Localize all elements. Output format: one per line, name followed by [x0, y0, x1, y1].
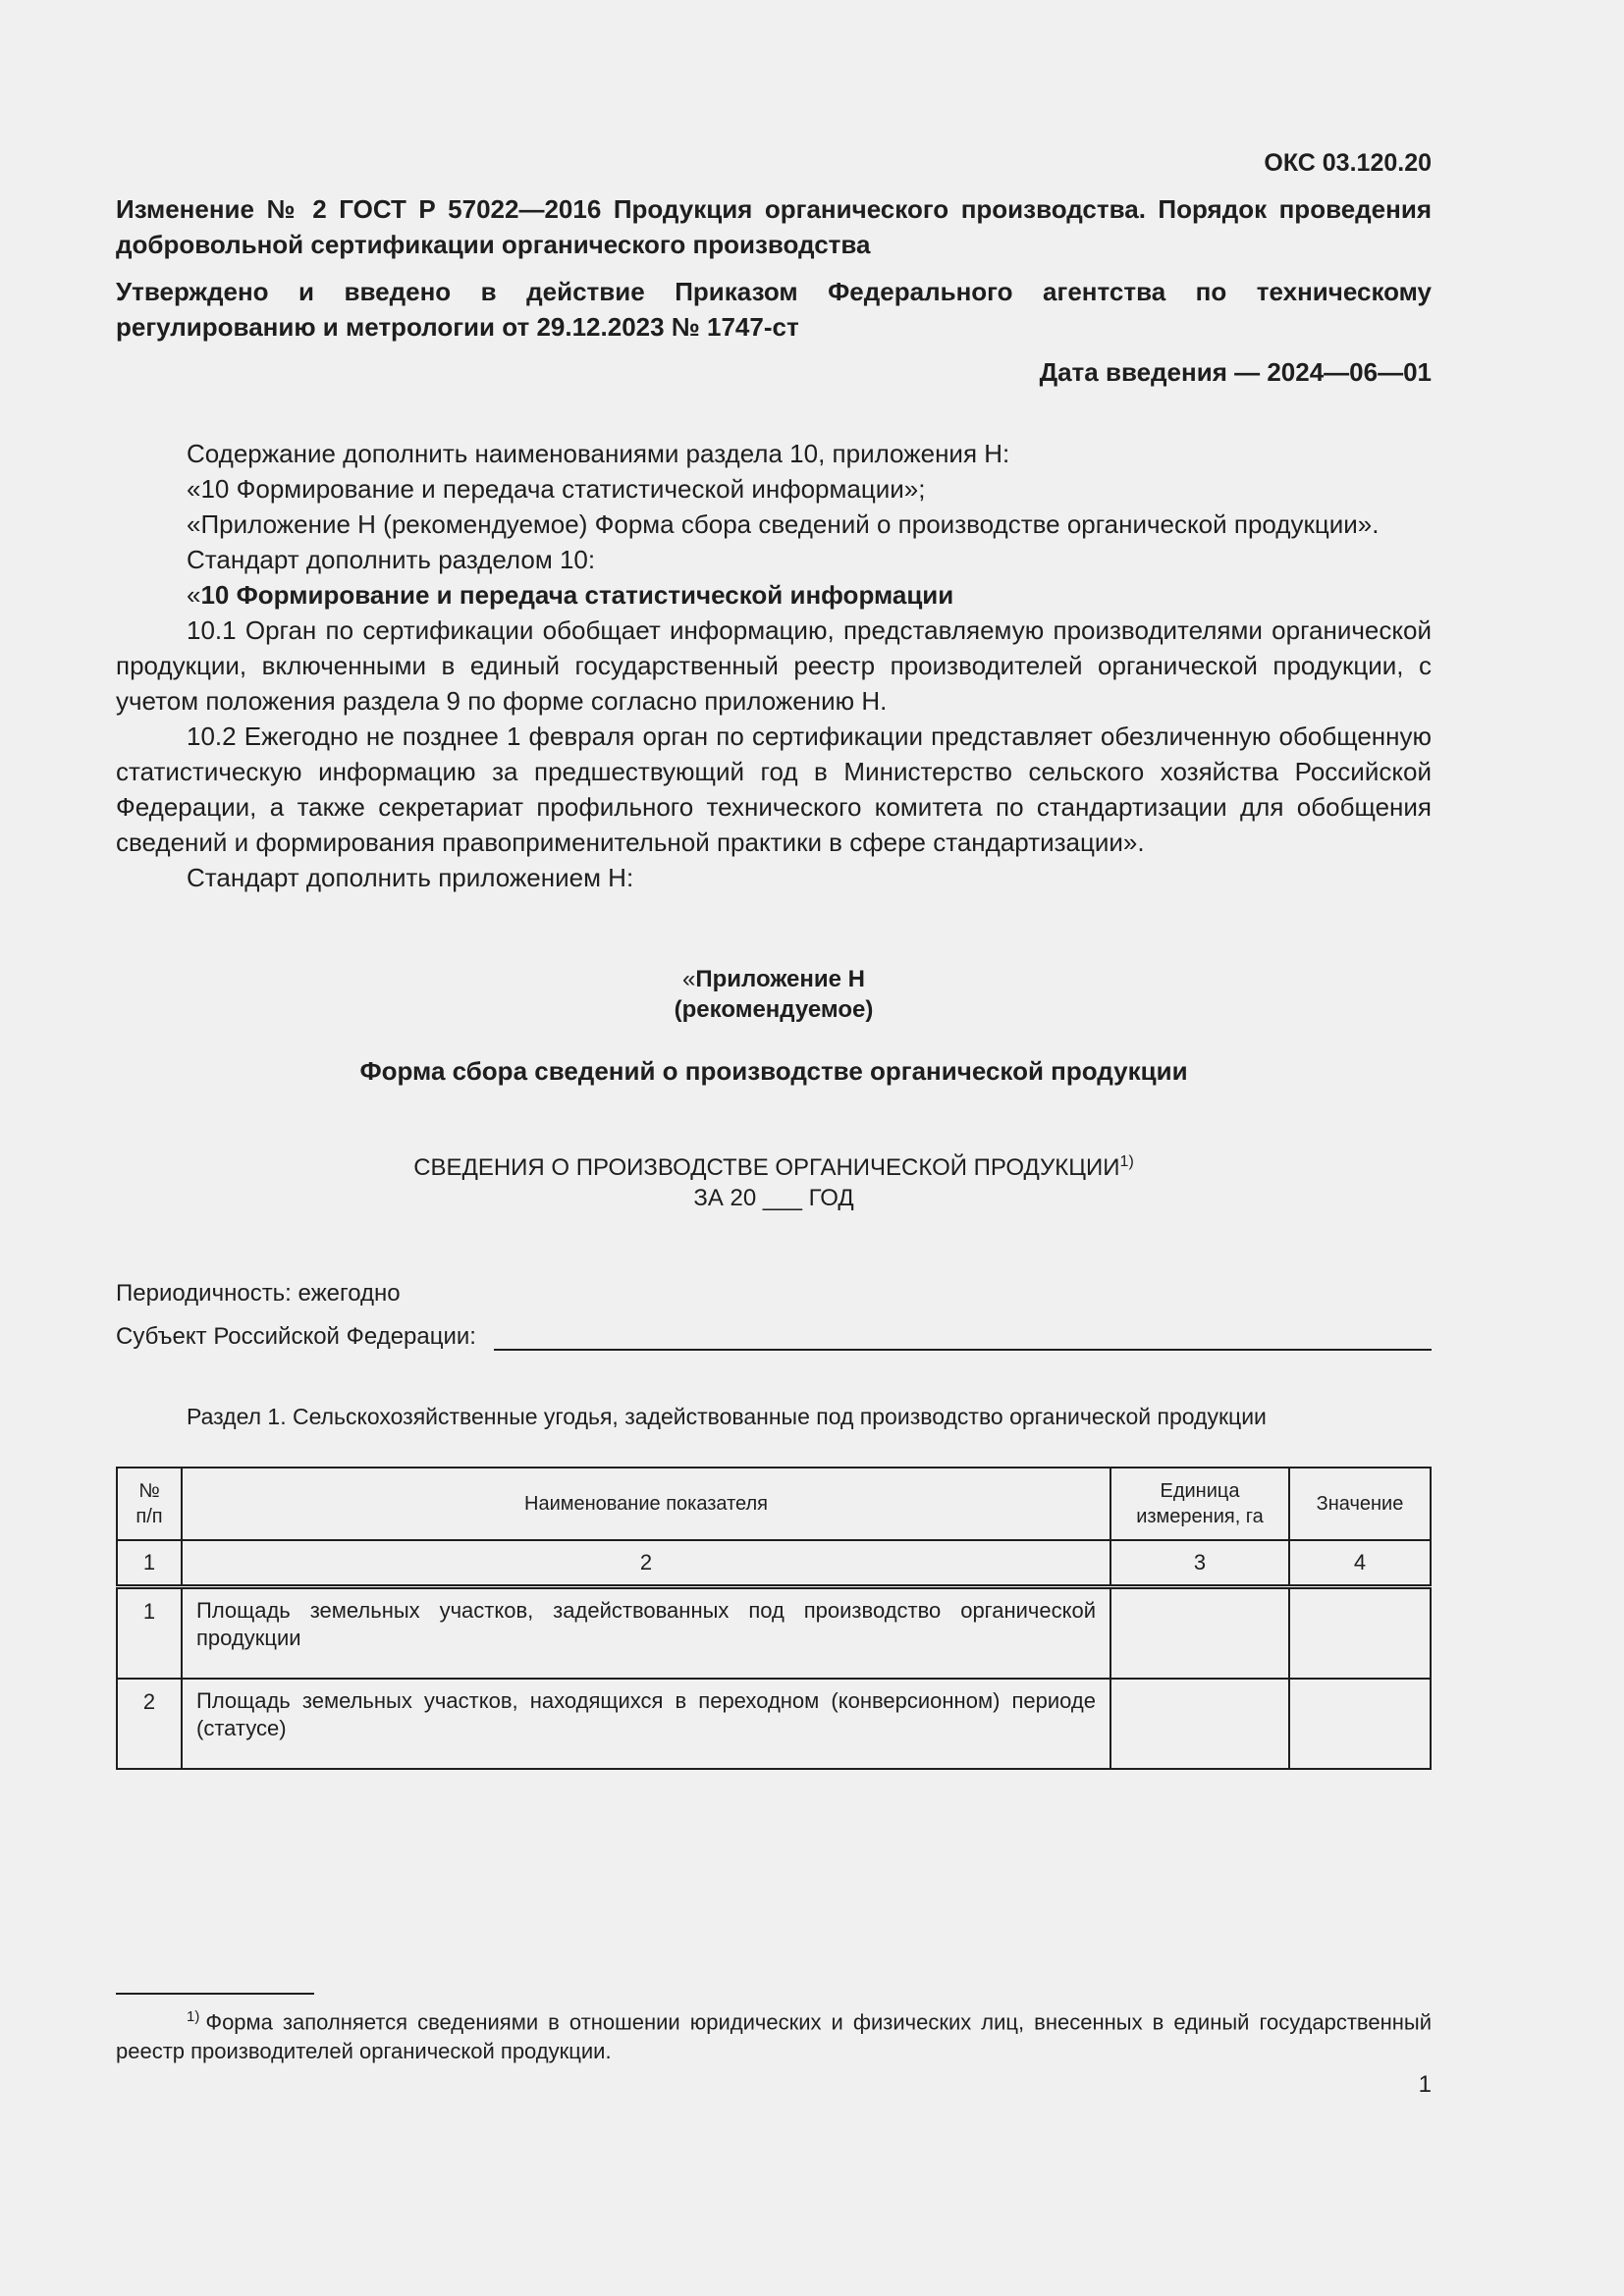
row-name: Площадь земельных участков, задействованных под производство органической продукции — [182, 1587, 1110, 1680]
col-number: 4 — [1289, 1540, 1431, 1587]
header-num: № п/п — [117, 1468, 182, 1540]
appendix-title — [116, 964, 1432, 1025]
effective-date: Дата введения — 2024—06—01 — [1039, 357, 1432, 387]
col-number: 3 — [1110, 1540, 1289, 1587]
table-row — [117, 1679, 1431, 1769]
section-title: Раздел 1. Сельскохозяйственные угодья, задействованные под производство органической продукции — [187, 1404, 1267, 1429]
row-number: 1 — [117, 1587, 182, 1680]
col-number: 2 — [182, 1540, 1110, 1587]
footnote-marker: 1) — [187, 2008, 200, 2025]
amendment-body — [116, 436, 1432, 895]
form-heading — [116, 1147, 1432, 1213]
row-name: Площадь земельных участков, находящихся в переходном (конверсионном) периоде (статусе) — [182, 1679, 1110, 1769]
paragraph: Стандарт дополнить разделом 10: — [187, 545, 596, 574]
page-number: 1 — [1418, 2071, 1432, 2098]
row-unit-cell[interactable] — [1110, 1679, 1289, 1769]
row-number: 2 — [117, 1679, 182, 1769]
form-heading-line1: СВЕДЕНИЯ О ПРОИЗВОДСТВЕ ОРГАНИЧЕСКОЙ ПРОДУКЦИИ — [413, 1154, 1120, 1181]
table-header-row — [117, 1468, 1431, 1540]
paragraph: «Приложение Н (рекомендуемое) Форма сбора сведений о производстве органической продукции». — [187, 509, 1380, 539]
subject-input-line[interactable] — [494, 1319, 1432, 1351]
paragraph: «10 Формирование и передача статистической информации»; — [187, 474, 926, 504]
footnote-ref: 1) — [1119, 1153, 1134, 1170]
header-unit: Единица измерения, га — [1110, 1468, 1289, 1540]
open-quote: « — [682, 966, 696, 992]
paragraph: 10.1 Орган по сертификации обобщает информацию, представляемую производителями органической продукции, включенными в единый государственный реестр производителей органической продукции, с учетом положения раздела 9 по форме согласно приложению Н. — [116, 615, 1432, 716]
column-number-row — [117, 1540, 1431, 1587]
paragraph: 10.2 Ежегодно не позднее 1 февраля орган по сертификации представляет обезличенную обобщенную статистическую информацию за предшествующий год в Министерство сельского хозяйства Российской Федерации, а также секретариат профильного технического комитета по стандартизации для обобщения сведений и формирования правоприменительной практики в сфере стандартизации». — [116, 721, 1432, 857]
header-name: Наименование показателя — [182, 1468, 1110, 1540]
paragraph: Содержание дополнить наименованиями раздела 10, приложения Н: — [187, 439, 1010, 468]
appendix-name: Приложение Н — [695, 966, 865, 992]
open-quote: « — [187, 580, 201, 610]
subject-label: Субъект Российской Федерации: — [116, 1323, 476, 1350]
section-heading-text: 10 Формирование и передача статистической информации — [200, 580, 954, 610]
row-value-cell[interactable] — [1289, 1679, 1431, 1769]
header-value: Значение — [1289, 1468, 1431, 1540]
row-value-cell[interactable] — [1289, 1587, 1431, 1680]
table-row — [117, 1587, 1431, 1680]
form-title: Форма сбора сведений о производстве органической продукции — [359, 1056, 1188, 1086]
footnote-text: Форма заполняется сведениями в отношении юридических и физических лиц, внесенных в единый государственный реестр производителей органической продукции. — [116, 2009, 1432, 2064]
col-number: 1 — [117, 1540, 182, 1587]
approval-statement: Утверждено и введено в действие Приказом Федерального агентства по техническому регулированию и метрологии от 29.12.2023 № 1747-ст — [116, 277, 1432, 342]
periodicity: Периодичность: ежегодно — [116, 1280, 401, 1307]
form-heading-line2: ЗА 20 ___ ГОД — [693, 1185, 854, 1211]
footnote — [116, 2002, 1432, 2066]
row-unit-cell[interactable] — [1110, 1587, 1289, 1680]
footnote-divider — [116, 1993, 314, 1995]
section-heading — [116, 577, 1432, 613]
data-table — [116, 1467, 1432, 1770]
appendix-subtitle: (рекомендуемое) — [674, 996, 874, 1023]
paragraph: Стандарт дополнить приложением Н: — [187, 863, 634, 892]
subject-field — [116, 1319, 1432, 1351]
oks-code: ОКС 03.120.20 — [1264, 149, 1432, 177]
amendment-title: Изменение № 2 ГОСТ Р 57022—2016 Продукция органического производства. Порядок проведения добровольной сертификации органического производства — [116, 194, 1432, 259]
